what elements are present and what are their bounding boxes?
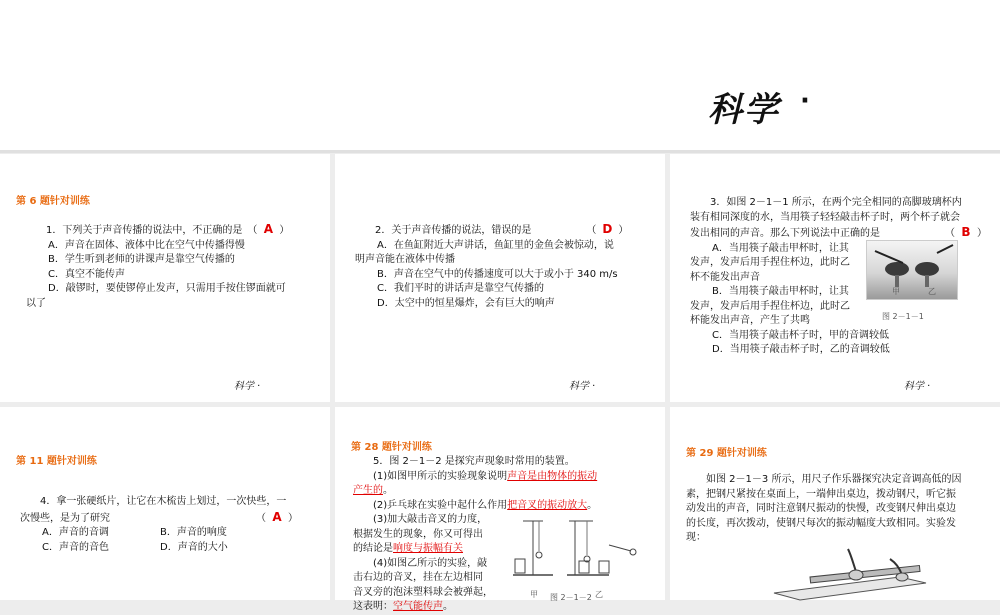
subquestion-1: (1)如图甲所示的实验现象说明声音是由物体的振动 [373, 470, 598, 482]
subquestion-3: (3)加大敲击音叉的力度， [373, 514, 488, 525]
text-line-4: 的长度，再次拨动，使钢尺每次的振动幅度大致相同。实验发 [686, 517, 956, 529]
subquestion-4-end: 这表明：空气能传声。 [353, 601, 453, 612]
question-line-2: 装有相同深度的水，当用筷子轻轻敲击杯子时，两个杯子就会 [690, 211, 960, 223]
question-line-1: 3．如图 2－1－1 所示，在两个完全相同的高脚玻璃杯内 [710, 197, 962, 208]
answer-mark: A [272, 509, 282, 524]
question-block [26, 222, 316, 311]
option-a-cont: 明声音能在液体中传播 [355, 254, 455, 265]
option-row-1 [20, 526, 318, 541]
answer-mark: A [263, 222, 274, 236]
text-line-5: 现： [686, 532, 706, 543]
header-dot: · [800, 86, 810, 116]
slide-q1[interactable] [0, 154, 330, 402]
slide-q2[interactable] [335, 154, 665, 402]
option-b: B．当用筷子敲击甲杯时，让其 [712, 286, 849, 297]
question-block [686, 473, 988, 546]
answer-4: 空气能传声 [393, 601, 443, 612]
option-d: D．太空中的恒星爆炸，会有巨大的响声 [377, 297, 555, 309]
question-block [355, 222, 655, 311]
ruler-experiment-figure [770, 547, 930, 600]
option-b: B．学生听到老师的讲课声是靠空气传播的 [48, 254, 235, 265]
slide-q4[interactable] [0, 407, 330, 600]
option-d: D．敲锣时，要使锣停止发声，只需用手按住锣面就可 [48, 283, 286, 294]
answer-1-cont: 产生的 [353, 485, 383, 496]
question-block: 3．如图 2－1－1 所示，在两个完全相同的高脚玻璃杯内 装有相同深度的水，当用筷子轻轻敲击杯子时，两个杯子就会 发出相同的声音。那么下列说法中正确的是 （ B ） A．当用筷子敲击甲杯时，让其 发声，发声后用手捏住杯边，此时乙 杯不能发出声音 B．当用筷子敲击甲杯时，让其 发声，发声后用手捏住杯边，此时乙 杯能发出声音，产生了共鸣 C．当用筷子敲击杯子时，甲的音调较低 D．当用筷子敲击杯子时，乙的音调较低 [690, 196, 990, 358]
answer-mark: B [961, 225, 971, 239]
answer-2: 把音叉的振动放大 [507, 499, 588, 511]
header [0, 0, 1000, 150]
question-text: 2．关于声音传播的说法，错误的是 [375, 225, 532, 236]
slide-title: 第 29 题针对训练 [686, 448, 767, 459]
question-line: 1．下列关于声音传播的说法中，不正确的是 （ A ） [46, 222, 290, 236]
text-line-2: 素，把钢尺紧按在桌面上，一端伸出桌边，拨动钢尺，听它振 [686, 488, 956, 500]
question-line: 2．关于声音传播的说法，错误的是 （ D ） [375, 222, 629, 236]
glasses-image [867, 241, 957, 299]
fig-label-jia: 甲 [530, 590, 538, 599]
option-c: C．当用筷子敲击杯子时，甲的音调较低 [712, 329, 889, 341]
text-line-3: 动发出的声音，同时注意钢尺振动的快慢，改变钢尺伸出桌边 [686, 503, 956, 514]
slide-title: 第 11 题针对训练 [16, 456, 97, 467]
option-c: C．声音的音色 [42, 541, 109, 553]
question-text: 1．下列关于声音传播的说法中，不正确的是 [46, 225, 243, 236]
fig-label-yi: 乙 [928, 287, 936, 296]
tuning-fork-figure [503, 515, 653, 587]
option-d-cont: 以了 [26, 297, 46, 309]
option-b: B．声音在空气中的传播速度可以大于或小于 340 m/s [377, 268, 618, 280]
figure-caption: 图 2－1－1 [882, 312, 924, 321]
option-a: A．在鱼缸附近大声讲话，鱼缸里的金鱼会被惊动，说 [377, 239, 614, 251]
slide-title: 第 28 题针对训练 [351, 442, 432, 453]
subquestion-2: (2)乒乓球在实验中起什么作用把音叉的振动放大。 [373, 499, 598, 511]
question-block [20, 495, 318, 555]
question-line-3: 发出相同的声音。那么下列说法中正确的是 （ B ） [690, 225, 987, 239]
option-a: A．当用筷子敲击甲杯时，让其 [712, 242, 849, 254]
subquestion-4: (4)如图乙所示的实验，敲 [373, 557, 488, 569]
slide-footer: 科学 · [569, 381, 596, 392]
header-divider [0, 150, 1000, 153]
option-d: D．当用筷子敲击杯子时，乙的音调较低 [712, 344, 890, 355]
question-line: 4．拿一张硬纸片，让它在木梳齿上划过，一次快些，一 [40, 496, 287, 507]
subquestion-1-cont: 产生的。 [353, 485, 393, 496]
slide-footer: 科学 · [234, 381, 261, 392]
option-row-2 [20, 541, 318, 556]
answer-3: 响度与振幅有关 [393, 543, 463, 554]
answer-mark: D [602, 222, 613, 236]
slide-footer: 科学 · [904, 381, 931, 392]
fig-label-jia: 甲 [892, 287, 900, 296]
slide-title: 第 6 题针对训练 [16, 196, 90, 207]
option-c: C．我们平时的讲话声是靠空气传播的 [377, 283, 544, 294]
option-b: B．声音的响度 [160, 527, 227, 538]
slide-q5[interactable] [335, 407, 665, 612]
fig-label-yi: 乙 [595, 590, 603, 599]
figure-caption: 图 2－1－2 [550, 593, 592, 602]
slide-q3[interactable] [670, 154, 1000, 402]
subquestion-3-end: 的结论是响度与振幅有关 [353, 543, 463, 554]
option-a: A．声音的音调 [42, 527, 109, 538]
text-line-1: 如图 2－1－3 所示，用尺子作乐器探究决定音调高低的因 [706, 474, 962, 485]
question-block: 5．图 2－1－2 是探究声现象时常用的装置。 (1)如图甲所示的实验现象说明声音是由物体的振动 产生的。 (2)乒乓球在实验中起什么作用把音叉的振动放大。 (3)加大敲击音叉的力度， 根据发生的现象，你又可得出 的结论是响度与振幅有关 (4)如图乙所示的实验，敲 击右边的音叉，挂在左边相同 音叉旁的泡沫塑料球会被弹起， 这表明：空气能传声。 [353, 455, 653, 615]
option-d: D．声音的大小 [160, 541, 228, 553]
answer-1: 声音是由物体的振动 [507, 470, 598, 482]
slide-q6[interactable] [670, 407, 1000, 600]
glasses-photo [866, 240, 958, 300]
option-a: A．声音在固体、液体中比在空气中传播得慢 [48, 239, 245, 251]
option-c: C．真空不能传声 [48, 268, 125, 280]
header-title: 科学 [708, 90, 780, 130]
question-line-2: 次慢些，是为了研究 （ A ） [20, 509, 298, 524]
intro-line: 5．图 2－1－2 是探究声现象时常用的装置。 [373, 456, 575, 467]
